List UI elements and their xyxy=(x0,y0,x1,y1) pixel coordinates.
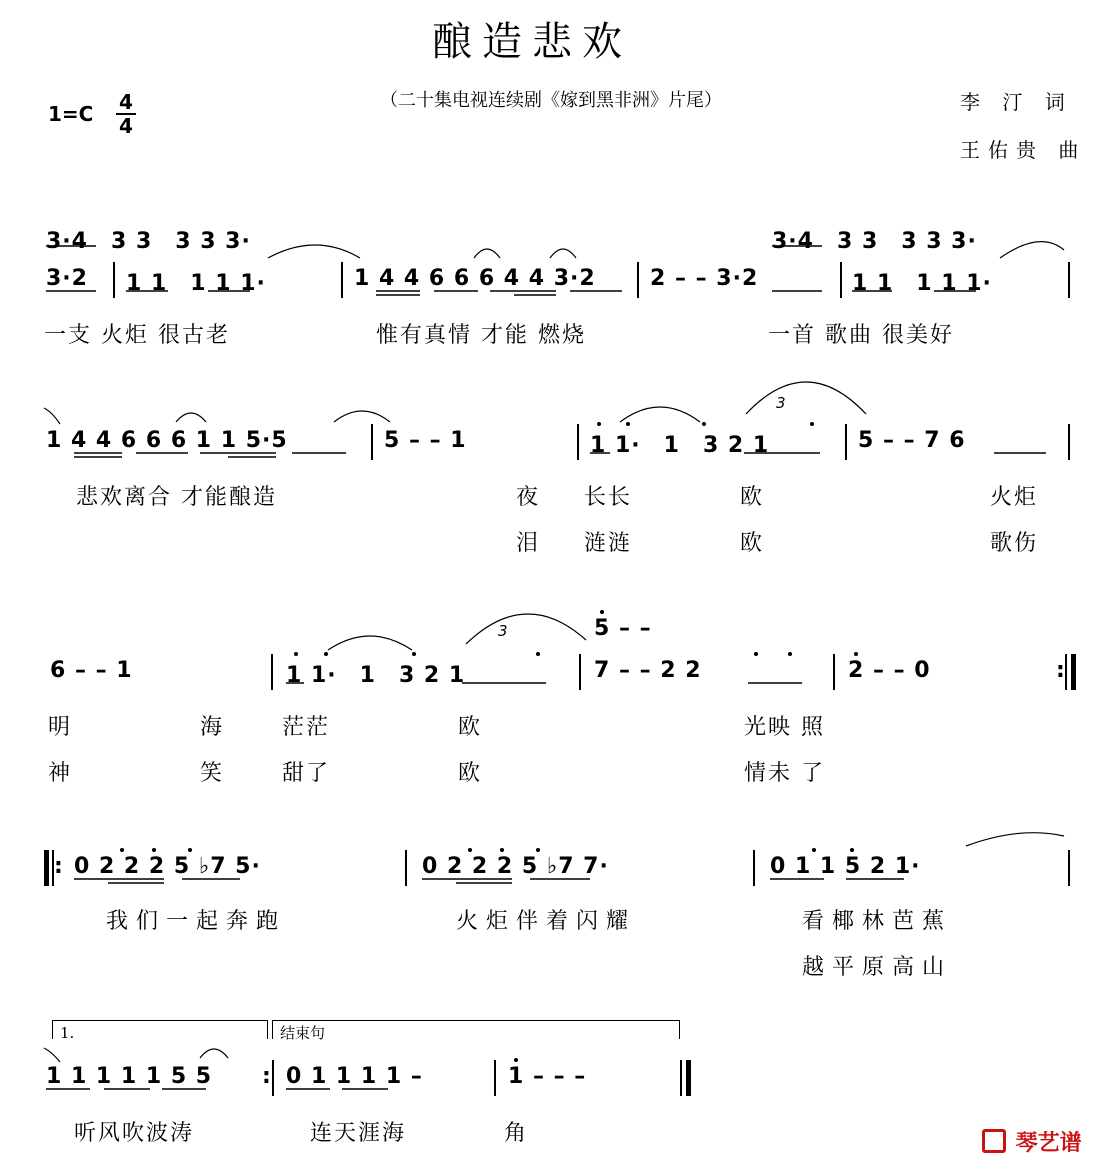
s5-lyric-1: 听风吹波涛 xyxy=(74,1121,195,1146)
volta-label-1: 1. xyxy=(60,1024,75,1042)
s2-triplet-mark: 3 xyxy=(776,394,786,412)
s3-measure-1: 6 – – 1 xyxy=(50,658,133,683)
s4-measure-2: 0 2 2 2 5 ♭7 7· xyxy=(422,854,609,879)
s2-measure-1: 1 4 4 6 6 6 1 1 5·5 xyxy=(46,428,288,453)
subtitle: （二十集电视连续剧《嫁到黑非洲》片尾） xyxy=(380,90,722,111)
slur xyxy=(176,413,206,422)
s3-lyric2-4: 欧 xyxy=(458,761,483,786)
slur xyxy=(620,407,700,422)
s3-lyric-3: 茫茫 xyxy=(282,715,331,740)
s4-lyric-1: 我们一起奔跑 xyxy=(106,909,287,934)
s3-measure-4: 2 – – 0 xyxy=(848,658,931,683)
s3-lyric-4: 欧 xyxy=(458,715,483,740)
s4-measure-1: 0 2 2 2 5 ♭7 5· xyxy=(74,854,261,879)
s2-lyric2-2: 涟涟 xyxy=(584,531,633,556)
s1-upper-notes-b: 3·4 3 3 3 3 3· xyxy=(772,229,977,254)
s2-lyric-4: 欧 xyxy=(740,485,765,510)
s2-measure-2: 5 – – 1 xyxy=(384,428,467,453)
repeat-start-dots: : xyxy=(54,854,63,879)
s5-measure-3: 1 – – – xyxy=(508,1064,587,1089)
volta-label-ending: 结束句 xyxy=(280,1024,326,1042)
composer-credit: 王佑贵 曲 xyxy=(960,138,1087,162)
slur xyxy=(1000,242,1064,258)
s1-measure-3: 1 4 4 6 6 6 4 4 3·2 xyxy=(354,266,596,291)
s3-upper-notes: 5 – – xyxy=(594,616,652,641)
slur xyxy=(550,249,576,258)
s3-lyric-1: 明 xyxy=(48,715,73,740)
s1-lyric-2: 惟有真情 才能 燃烧 xyxy=(376,323,586,348)
slur xyxy=(328,636,412,650)
s2-lyric2-4: 歌伤 xyxy=(990,531,1039,556)
s4-measure-3: 0 1 1 5 2 1· xyxy=(770,854,921,879)
slur xyxy=(966,833,1064,846)
s1-measure-4: 2 – – 3·2 xyxy=(650,266,759,291)
slur xyxy=(334,411,390,422)
s4-lyric-2: 火炬伴着闪耀 xyxy=(456,909,637,934)
s3-triplet-mark: 3 xyxy=(498,622,508,640)
repeat-end-dots: : xyxy=(262,1064,271,1089)
slur xyxy=(44,1048,60,1062)
key-signature: 1=C xyxy=(48,102,94,126)
slur xyxy=(466,614,586,644)
s1-measure-5: 1 1 1 1 1· xyxy=(852,271,992,296)
s1-upper-notes-a: 3·4 3 3 3 3 3· xyxy=(46,229,251,254)
s2-measure-3: 1 1· 1 3 2 1 xyxy=(590,433,770,458)
s4-lyric-3: 看椰林芭蕉 xyxy=(802,909,953,934)
s1-measure-2: 1 1 1 1 1· xyxy=(126,271,266,296)
s3-lyric2-1: 神 xyxy=(48,761,73,786)
time-signature-bottom: 4 xyxy=(119,114,133,138)
lyricist-credit: 李 汀 词 xyxy=(960,90,1073,114)
s5-lyric-2: 连天涯海 xyxy=(310,1121,407,1146)
s2-measure-4: 5 – – 7 6 xyxy=(858,428,966,453)
s3-lyric-5: 光映 照 xyxy=(744,715,825,740)
s1-measure-1: 3·2 xyxy=(46,266,88,291)
s3-measure-3: 7 – – 2 2 xyxy=(594,658,702,683)
song-title: 酿造悲欢 xyxy=(432,19,632,65)
slur xyxy=(474,249,500,258)
time-signature-top: 4 xyxy=(119,90,133,114)
repeat-end-dots: : xyxy=(1056,658,1065,683)
s2-lyric-3: 长长 xyxy=(584,485,633,510)
s2-lyric2-1: 泪 xyxy=(516,531,541,556)
s2-lyric-1: 悲欢离合 才能酿造 xyxy=(76,485,277,510)
s2-lyric-5: 火炬 xyxy=(990,485,1039,510)
s1-lyric-1: 一支 火炬 很古老 xyxy=(44,323,230,348)
s2-lyric2-3: 欧 xyxy=(740,531,765,556)
slur xyxy=(746,382,866,414)
slur xyxy=(268,245,360,258)
s1-lyric-3: 一首 歌曲 很美好 xyxy=(768,323,954,348)
s3-lyric-2: 海 xyxy=(200,715,225,740)
s2-lyric-2: 夜 xyxy=(516,485,541,510)
s4-lyric2-1: 越平原高山 xyxy=(802,955,953,980)
watermark-text: 琴艺谱 xyxy=(1015,1131,1082,1156)
s5-lyric-3: 角 xyxy=(504,1121,529,1146)
slur xyxy=(44,408,60,424)
s5-measure-2: 0 1 1 1 1 – xyxy=(286,1064,423,1089)
s3-lyric2-3: 甜了 xyxy=(282,761,331,786)
s3-measure-2: 1 1· 1 3 2 1 xyxy=(286,663,466,688)
s3-lyric2-5: 情未 了 xyxy=(744,761,825,786)
s3-lyric2-2: 笑 xyxy=(200,761,225,786)
slur xyxy=(200,1049,228,1058)
s5-measure-1: 1 1 1 1 1 5 5 xyxy=(46,1064,213,1089)
